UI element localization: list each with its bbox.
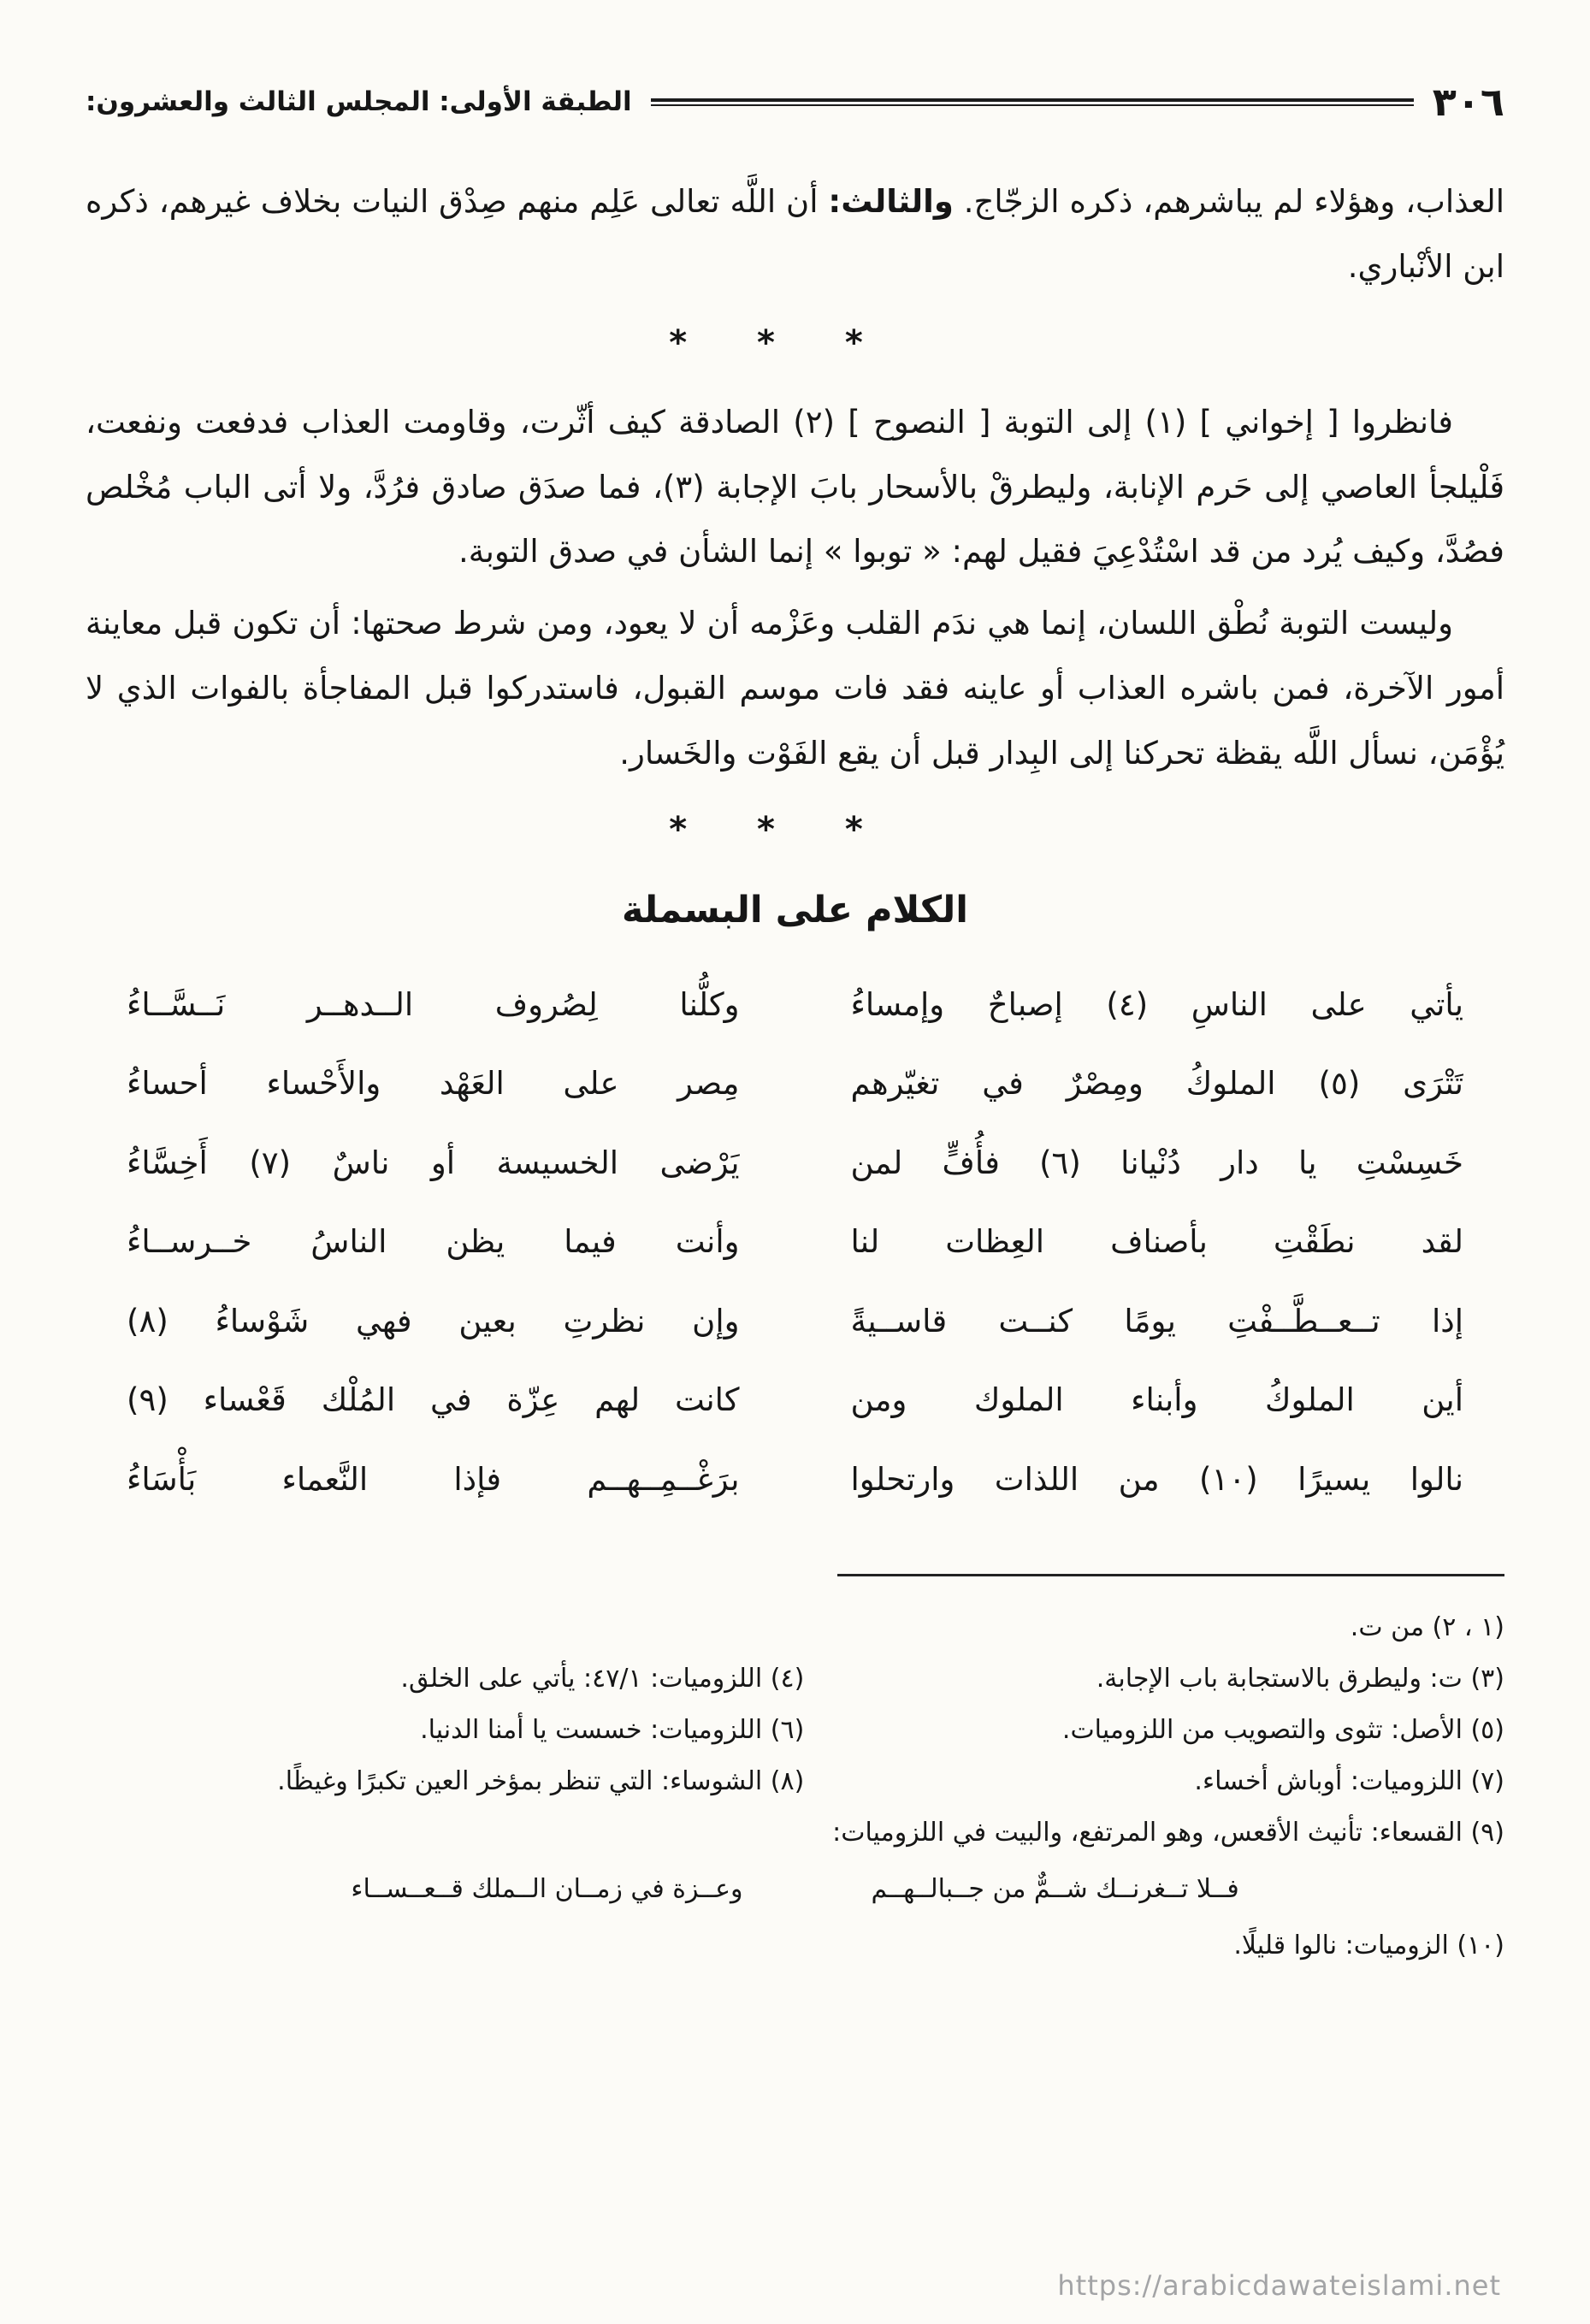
footnote-8: (٨) الشوساء: التي تنظر بمؤخر العين تكبرًا وغيظًا. bbox=[277, 1766, 805, 1797]
verse-1-left-hemistich: وكلُّنا لِصُروف الــدهــر نَــسَّــاءُ bbox=[127, 985, 740, 1023]
paragraph-1-pre: العذاب، وهؤلاء لم يباشرهم، ذكره الزجّاج. bbox=[953, 183, 1504, 220]
header-title: الطبقة الأولى: المجلس الثالث والعشرون: bbox=[86, 86, 632, 117]
footnote-empty-cell bbox=[86, 1602, 804, 1653]
section-separator-stars: * * * bbox=[669, 322, 892, 363]
poem bbox=[86, 966, 1504, 1520]
footnote-3: (٣) ت: وليطرق بالاستجابة باب الإجابة. bbox=[1096, 1664, 1504, 1694]
verse-5-left-hemistich: وإن نظرتِ بعين فهي شَوْساءُ (٨) bbox=[127, 1302, 740, 1339]
watermark-url: https://arabicdawateislami.net bbox=[1057, 2269, 1501, 2302]
footnote-4: (٤) اللزوميات: ٤٧/١: يأتي على الخلق. bbox=[400, 1664, 805, 1694]
paragraph-3: وليست التوبة نُطْق اللسان، إنما هي ندَم القلب وعَزْمه أن لا يعود، ومن شرط صحتها: أن تكون قبل معاينة أمور الآخرة، فمن باشره العذاب أو عاينه فقد فات موسم القبول، فاستدركوا قبل المفاجأة بالفوات الذي لا يُؤْمَن، نسأل اللَّه يقظة تحركنا إلى البِدار قبل أن يقع الفَوْت والخَسار. bbox=[86, 605, 1504, 772]
footnote-separator-rule bbox=[837, 1574, 1504, 1576]
paragraph-1-post: أن اللَّه تعالى عَلِم منهم صِدْق النيات بخلاف غيرهم، ذكره ابن الأنْباري. bbox=[86, 183, 1504, 285]
footnotes bbox=[86, 1602, 1504, 1972]
section-separator-stars: * * * bbox=[669, 809, 892, 849]
verse-3-right-hemistich: خَسِسْتِ يا دار دُنْيانا (٦) فأُفٍّ لمن bbox=[850, 1144, 1463, 1181]
footnote-7: (٧) اللزوميات: أوباش أخساء. bbox=[1194, 1766, 1504, 1797]
footnote-9: (٩) القسعاء: تأنيث الأقعس، وهو المرتفع، والبيت في اللزوميات: bbox=[832, 1818, 1504, 1848]
verse-6-right-hemistich: أين الملوكُ وأبناء الملوك ومن bbox=[850, 1381, 1463, 1419]
footnote-6: (٦) اللزوميات: خسست يا أمنا الدنيا. bbox=[420, 1715, 805, 1746]
verse-4-right-hemistich: لقد نطَقْتِ بأصناف العِظات لنا bbox=[850, 1223, 1463, 1261]
footnote-9-verse bbox=[86, 1864, 1504, 1915]
verse-3-left-hemistich: يَرْضى الخسيسة أو ناسٌ (٧) أَخِسَّاءُ bbox=[127, 1144, 740, 1181]
footnote-10: (١٠) الزوميات: نالوا قليلًا. bbox=[1233, 1931, 1504, 1961]
verse-7-left-hemistich: برَغْــمِــهــم فإذا النَّعماء بَأْسَاءُ bbox=[127, 1460, 740, 1498]
verse-4-left-hemistich: وأنت فيما يظن الناسُ خــرســاءُ bbox=[127, 1223, 740, 1261]
footnote-verse-right-hemistich: فــلا تــغرنــك شــمٌّ من جــبالــهــم bbox=[871, 1874, 1239, 1905]
paragraph-2: فانظروا [ إخواني ] (١) إلى التوبة [ النصوح ] (٢) الصادقة كيف أثّرت، وقاومت العذاب فدفعت ونفعت، فَلْيلجأ العاصي إلى حَرم الإنابة، وليطرقْ بالأسحار بابَ الإجابة (٣)، فما صدَق صادق فرُدَّ، ولا أتى الباب مُخْلص فصُدَّ، وكيف يُرد من قد اسْتُدْعِيَ فقيل لهم: « توبوا » إنما الشأن في صدق التوبة. bbox=[86, 403, 1505, 571]
verse-1-right-hemistich: يأتي على الناسِ (٤) إصباحٌ وإمساءُ bbox=[850, 985, 1463, 1023]
paragraph-1 bbox=[86, 169, 1504, 299]
section-heading: الكلام على البسملة bbox=[621, 888, 969, 931]
header-double-rule bbox=[651, 98, 1414, 106]
verse-2-right-hemistich: تَتْرَى (٥) الملوكُ ومِصْرٌ في تغيّرهم bbox=[850, 1065, 1463, 1103]
verse-5-right-hemistich: إذا تــعــطَّــفْتِ يومًا كنــت قاســيةً bbox=[850, 1302, 1463, 1339]
footnote-5: (٥) الأصل: تثوى والتصويب من اللزوميات. bbox=[1061, 1715, 1504, 1746]
page-header bbox=[86, 79, 1504, 125]
footnote-1-2: (١ ، ٢) من ت. bbox=[1350, 1612, 1504, 1643]
verse-2-left-hemistich: مِصر على العَهْد والأَحْساء أحساءُ bbox=[127, 1065, 740, 1103]
footnote-verse-left-hemistich: وعــزة في زمــان الــملك قــعــســاء bbox=[351, 1874, 743, 1905]
page-number: ٣٠٦ bbox=[1432, 79, 1504, 125]
verse-7-right-hemistich: نالوا يسيرًا (١٠) من اللذات وارتحلوا bbox=[850, 1460, 1463, 1498]
verse-6-left-hemistich: كانت لهم عِزّة في المُلْك قَعْساء (٩) bbox=[127, 1381, 740, 1419]
paragraph-1-bold-term: والثالث: bbox=[828, 183, 954, 220]
footnote-columns bbox=[86, 1602, 1504, 1807]
